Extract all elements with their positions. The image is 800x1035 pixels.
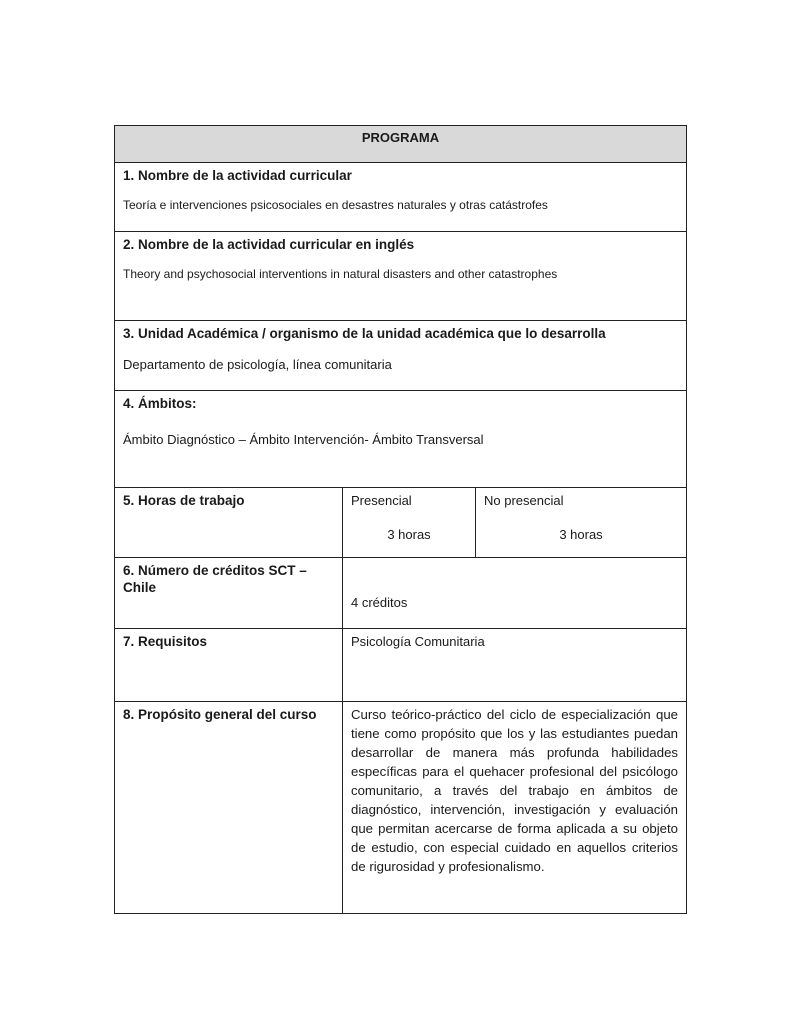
- academic-unit-cell: [115, 321, 687, 391]
- presencial-cell: [343, 488, 476, 558]
- no-presencial-label: No presencial: [484, 493, 564, 508]
- activity-name-label: 1. Nombre de la actividad curricular: [123, 168, 352, 183]
- activity-name-english-label: 2. Nombre de la actividad curricular en inglés: [123, 237, 415, 252]
- course-purpose-label-cell: [115, 702, 343, 914]
- table-title: PROGRAMA: [361, 130, 440, 145]
- ambitos-cell: [115, 391, 687, 488]
- credits-value: 4 créditos: [351, 595, 408, 610]
- requirements-value-cell: [343, 629, 687, 702]
- credits-value-cell: [343, 558, 687, 629]
- row-course-purpose: [115, 702, 687, 914]
- work-hours-label-cell: [115, 488, 343, 558]
- no-presencial-cell: [476, 488, 687, 558]
- activity-name-english-cell: [115, 232, 687, 321]
- course-purpose-value: Curso teórico-práctico del ciclo de especialización que tiene como propósito que los y las estudiantes puedan desarrollar de manera más profunda habilidades específicas para el quehacer profesional del psicólogo comunitario, a través del trabajo en ámbitos de diagnóstico, intervención, investigación y evaluación que permitan acercarse de forma aplicada a su objeto de estudio, con especial cuidado en aquellos criterios de rigurosidad y profesionalismo.: [351, 707, 678, 874]
- table-header-row: [115, 126, 687, 163]
- presencial-value: 3 horas: [387, 527, 431, 542]
- no-presencial-value: 3 horas: [559, 527, 603, 542]
- course-purpose-label: 8. Propósito general del curso: [123, 707, 317, 722]
- row-work-hours: [115, 488, 687, 558]
- activity-name-english-value: Theory and psychosocial interventions in natural disasters and other catastrophes: [123, 267, 558, 281]
- activity-name-cell: [115, 163, 687, 232]
- requirements-value: Psicología Comunitaria: [351, 634, 485, 649]
- activity-name-value: Teoría e intervenciones psicosociales en desastres naturales y otras catástrofes: [123, 198, 548, 212]
- credits-label-cell: [115, 558, 343, 629]
- row-credits: [115, 558, 687, 629]
- presencial-label: Presencial: [351, 493, 412, 508]
- work-hours-label: 5. Horas de trabajo: [123, 493, 245, 508]
- requirements-label-cell: [115, 629, 343, 702]
- row-activity-name: [115, 163, 687, 232]
- academic-unit-label: 3. Unidad Académica / organismo de la unidad académica que lo desarrolla: [123, 326, 606, 341]
- ambitos-label: 4. Ámbitos:: [123, 396, 197, 411]
- requirements-label: 7. Requisitos: [123, 634, 208, 649]
- row-academic-unit: [115, 321, 687, 391]
- academic-unit-value: Departamento de psicología, línea comunitaria: [123, 357, 392, 372]
- credits-label: 6. Número de créditos SCT – Chile: [123, 563, 307, 595]
- ambitos-value: Ámbito Diagnóstico – Ámbito Intervención- Ámbito Transversal: [123, 432, 484, 447]
- table-header-cell: [115, 126, 687, 163]
- program-table: [114, 125, 687, 914]
- row-ambitos: [115, 391, 687, 488]
- row-activity-name-english: [115, 232, 687, 321]
- course-purpose-value-cell: [343, 702, 687, 914]
- row-requirements: [115, 629, 687, 702]
